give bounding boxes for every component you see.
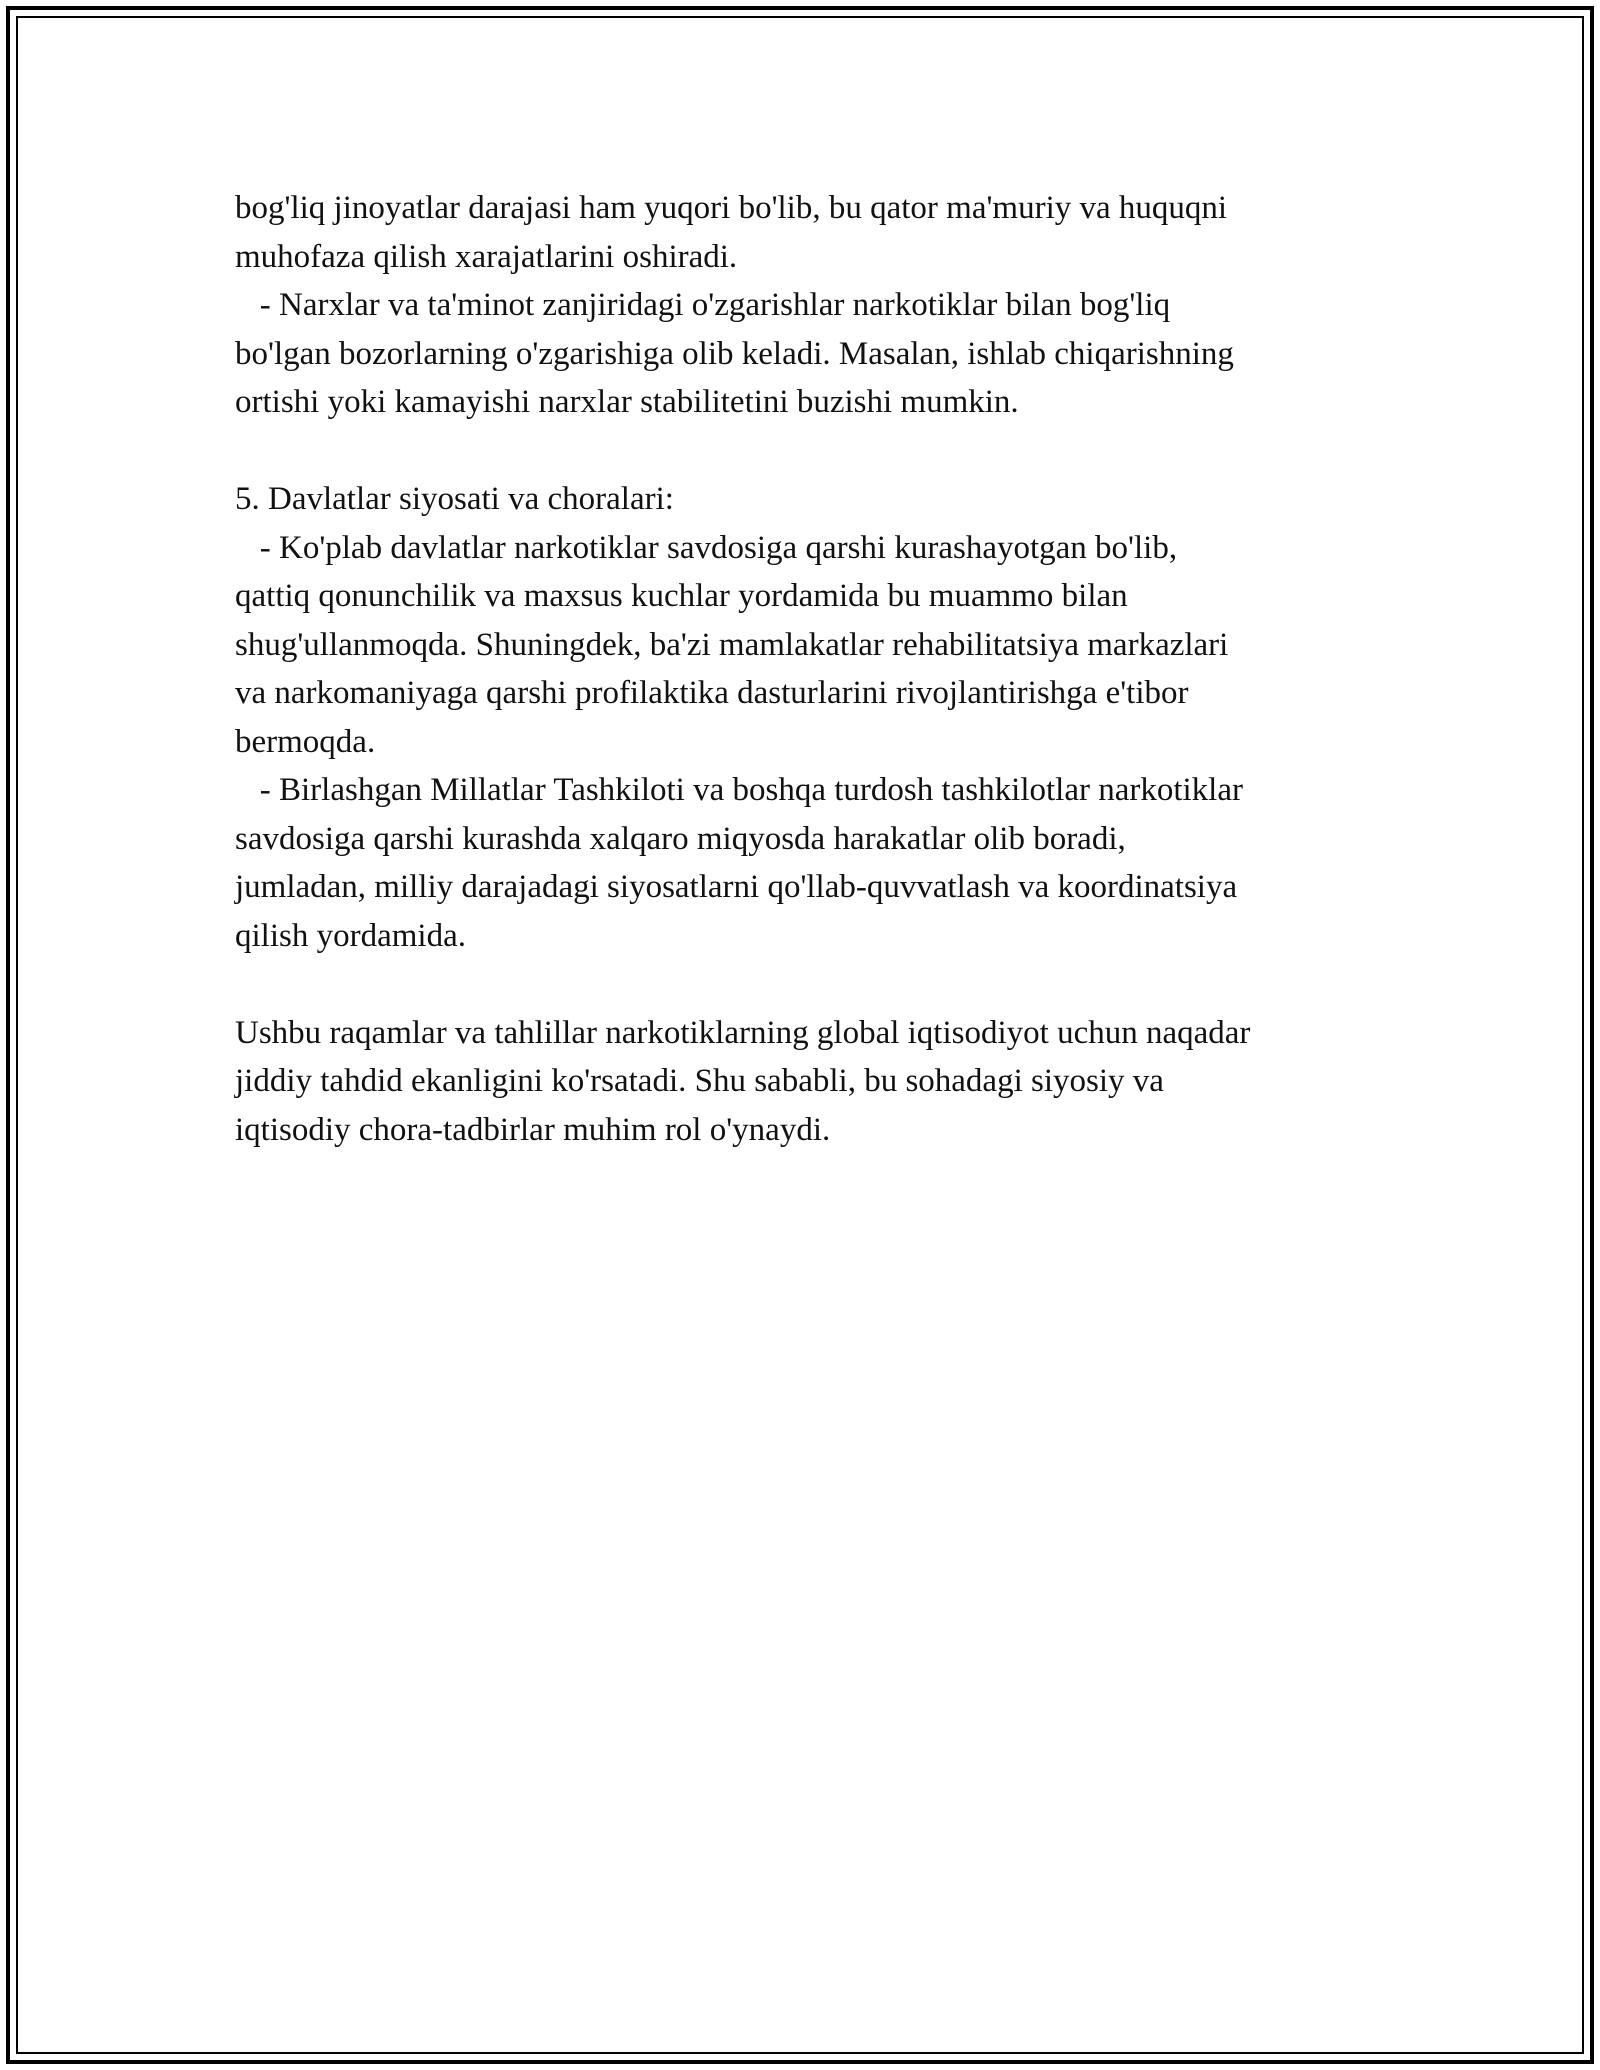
- paragraph-conclusion: [235, 1009, 1395, 1155]
- text-line: jumladan, milliy darajadagi siyosatlarni qo'llab-quvvatlash va koordinatsiya: [235, 869, 1238, 905]
- paragraph-gap: [235, 427, 1395, 476]
- text-line: - Ko'plab davlatlar narkotiklar savdosiga qarshi kurashayotgan bo'lib,: [235, 529, 1178, 566]
- text-line: ortishi yoki kamayishi narxlar stabilitetini buzishi mumkin.: [235, 384, 1019, 420]
- text-line: iqtisodiy chora-tadbirlar muhim rol o'ynaydi.: [235, 1111, 831, 1148]
- document-body: [235, 184, 1395, 1154]
- paragraph-economic-costs: [235, 184, 1395, 427]
- text-line: savdosiga qarshi kurashda xalqaro miqyosda harakatlar olib boradi,: [235, 820, 1126, 857]
- text-line: qattiq qonunchilik va maxsus kuchlar yordamida bu muammo bilan: [235, 578, 1128, 614]
- text-line: shug'ullanmoqda. Shuningdek, ba'zi mamlakatlar rehabilitatsiya markazlari: [235, 626, 1229, 663]
- section-heading: 5. Davlatlar siyosati va choralari:: [235, 481, 674, 517]
- text-line: - Birlashgan Millatlar Tashkiloti va boshqa turdosh tashkilotlar narkotiklar: [235, 772, 1243, 808]
- text-line: Ushbu raqamlar va tahlillar narkotiklarning global iqtisodiyot uchun naqadar: [235, 1014, 1251, 1051]
- text-line: - Narxlar va ta'minot zanjiridagi o'zgarishlar narkotiklar bilan bog'liq: [235, 287, 1171, 323]
- paragraph-gap: [235, 960, 1395, 1009]
- text-line: bog'liq jinoyatlar darajasi ham yuqori bo'lib, bu qator ma'muriy va huquqni: [235, 190, 1228, 226]
- section-state-policies: [235, 475, 1395, 960]
- text-line: va narkomaniyaga qarshi profilaktika dasturlarini rivojlantirishga e'tibor: [235, 675, 1189, 711]
- text-line: muhofaza qilish xarajatlarini oshiradi.: [235, 238, 738, 275]
- text-line: bo'lgan bozorlarning o'zgarishiga olib keladi. Masalan, ishlab chiqarishning: [235, 335, 1234, 372]
- text-line: bermoqda.: [235, 723, 376, 760]
- text-line: jiddiy tahdid ekanligini ko'rsatadi. Shu sababli, bu sohadagi siyosiy va: [235, 1063, 1164, 1099]
- text-line: qilish yordamida.: [235, 917, 466, 954]
